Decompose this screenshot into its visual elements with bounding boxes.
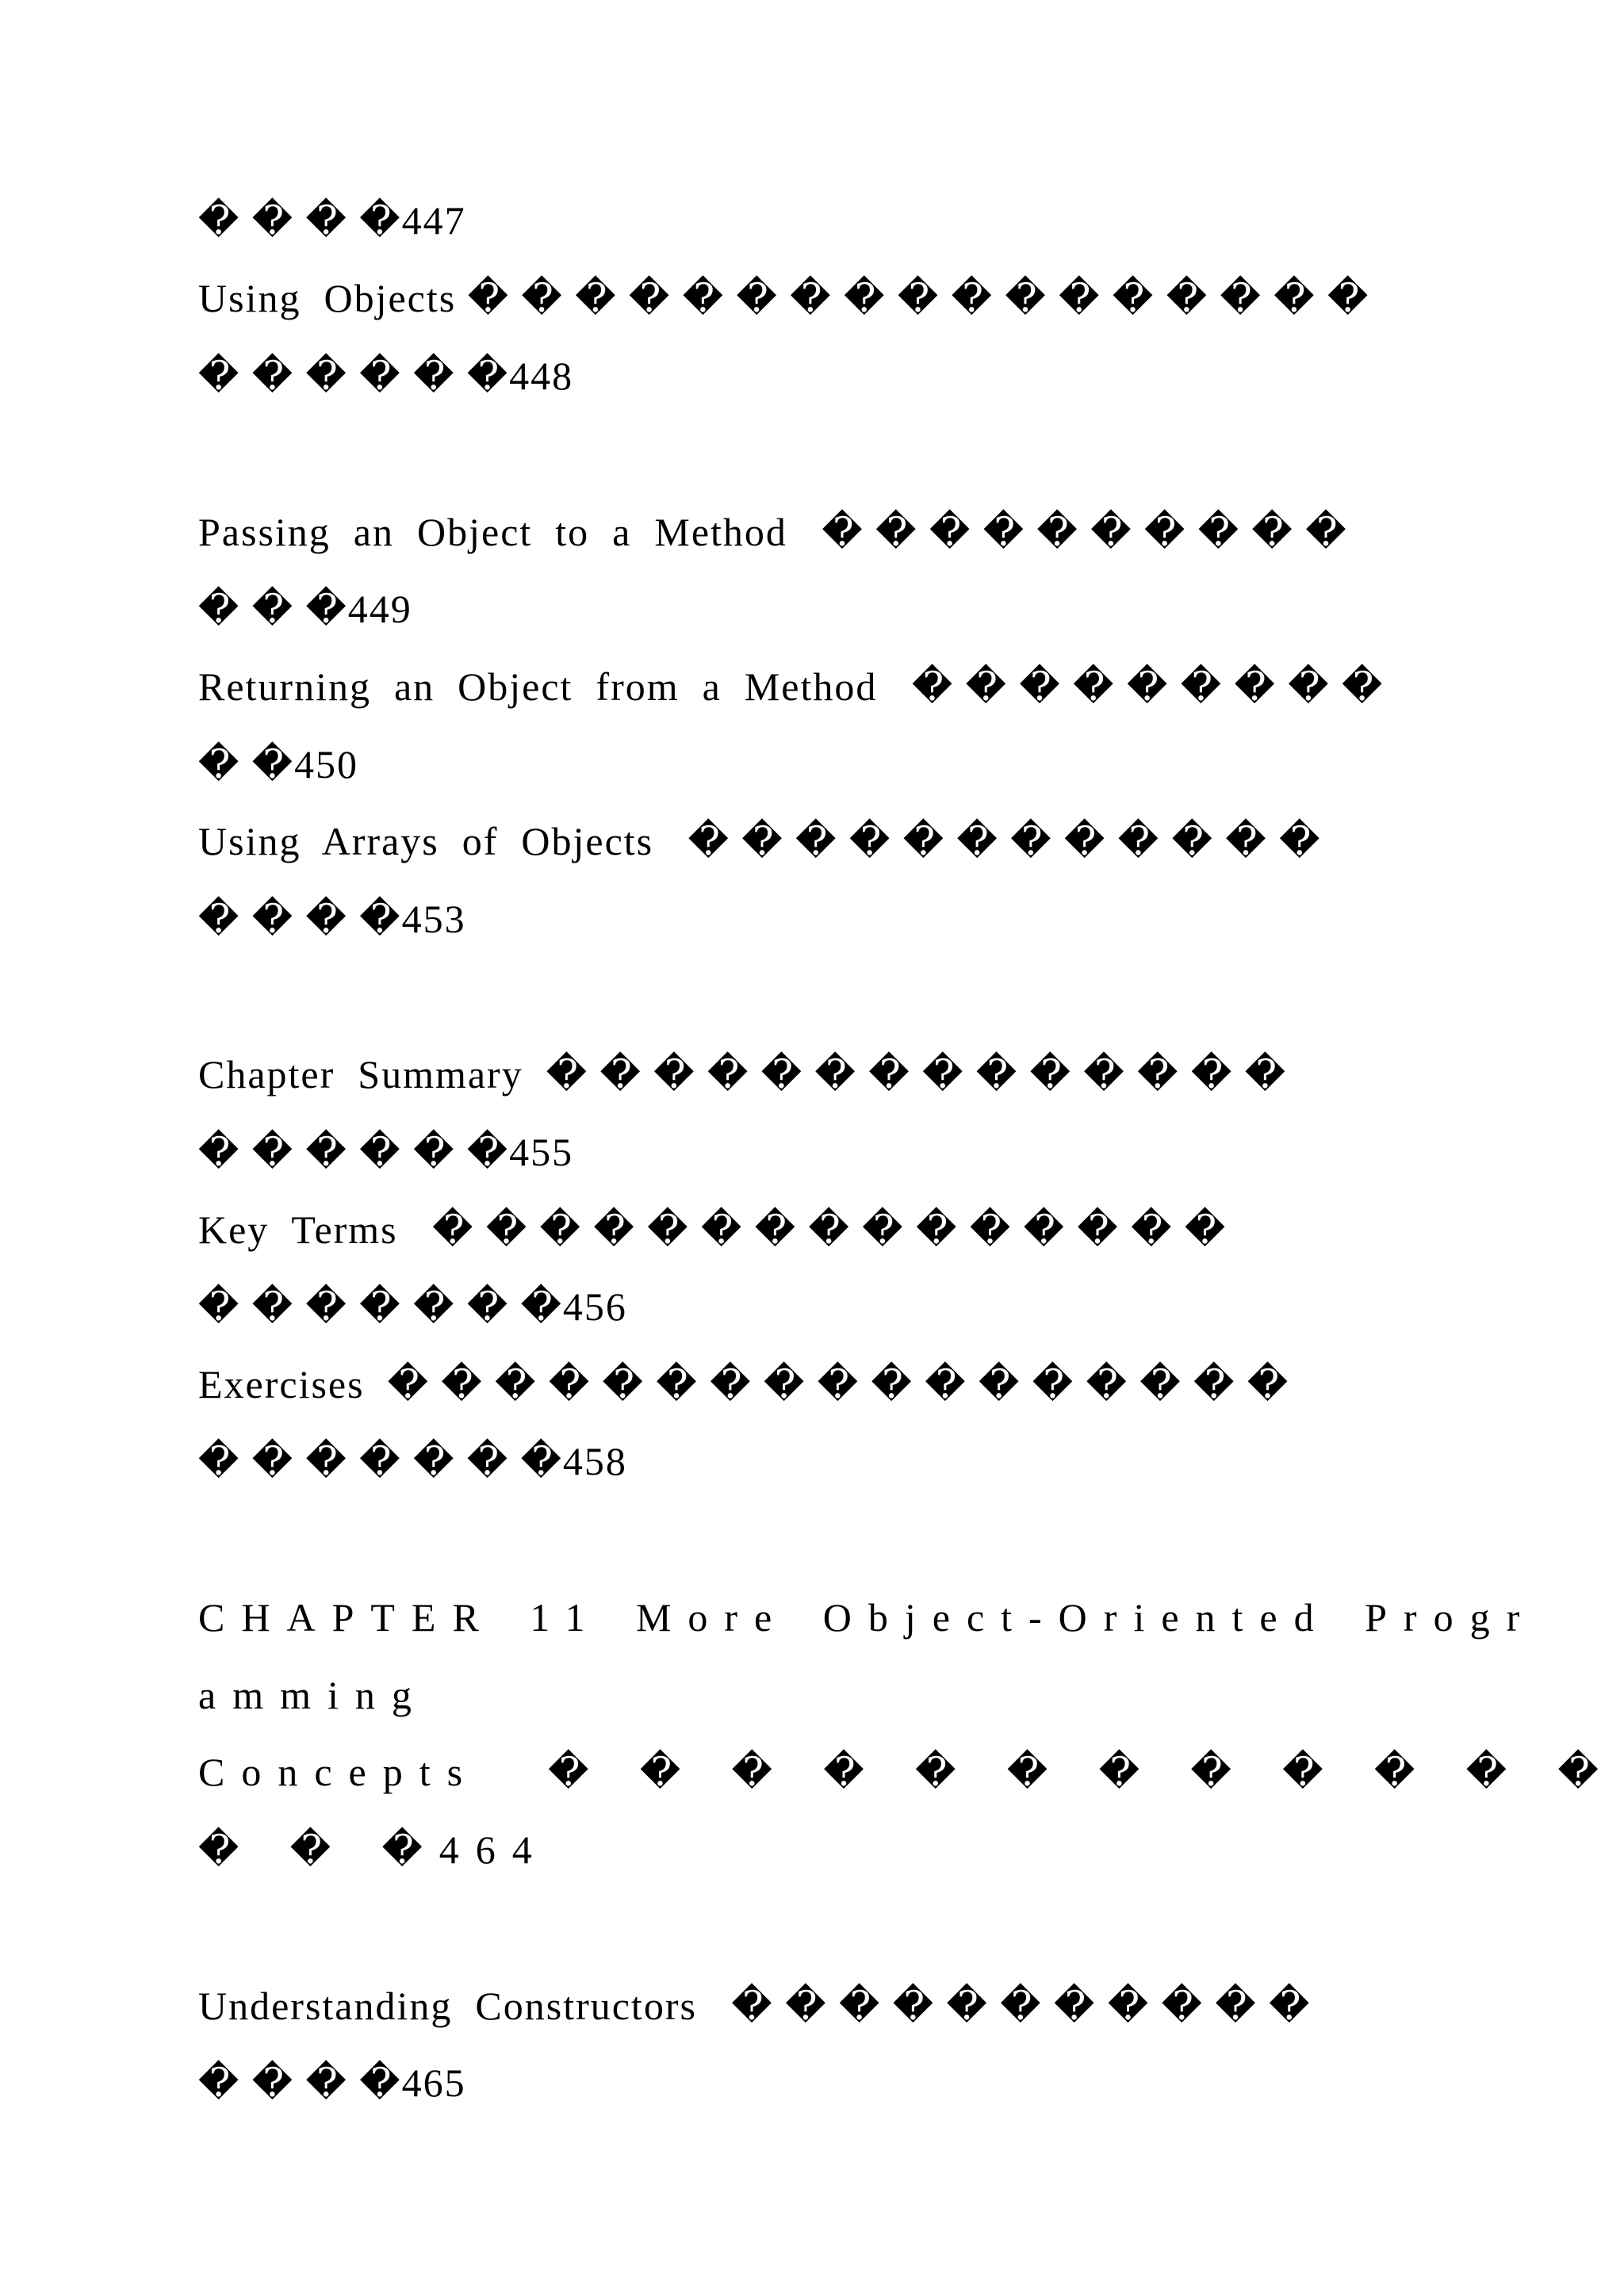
toc-page-ref-453: � � � �453 [198,897,466,941]
toc-page-ref-448: � � � � � �448 [198,354,574,398]
chapter-11-concepts: Concepts � � � � � � � � � � � � [198,1750,1615,1794]
toc-entry-using-objects: Using Objects � � � � � � � � � � � � � � � � � [198,276,1370,320]
toc-entry-exercises: Exercises � � � � � � � � � � � � � � � � � [198,1362,1290,1406]
toc-page-ref-455: � � � � � �455 [198,1130,574,1174]
toc-page-ref-447: � � � �447 [198,198,466,243]
toc-page-ref-464: � � �464 [198,1827,549,1872]
chapter-11-heading: CHAPTER 11 More Object-Oriented Progr [198,1595,1537,1640]
toc-page-ref-456: � � � � � � �456 [198,1284,627,1329]
toc-entry-returning-object: Returning an Object from a Method � � � � � � � � � [198,664,1385,709]
toc-entry-passing-object: Passing an Object to a Method � � � � � � � � � � [198,510,1348,554]
toc-page-ref-458: � � � � � � �458 [198,1439,627,1483]
toc-entry-chapter-summary: Chapter Summary � � � � � � � � � � � � � � [198,1052,1287,1096]
toc-page-ref-450: � �450 [198,742,359,786]
toc-entry-key-terms: Key Terms � � � � � � � � � � � � � � � [198,1207,1228,1252]
toc-entry-arrays-of-objects: Using Arrays of Objects � � � � � � � � � � � � [198,819,1322,863]
toc-page-ref-465: � � � �465 [198,2061,466,2105]
toc-page-ref-449: � � �449 [198,587,412,631]
chapter-11-heading-cont: amming [198,1673,428,1717]
toc-entry-constructors: Understanding Constructors � � � � � � � � � � � [198,1984,1312,2028]
